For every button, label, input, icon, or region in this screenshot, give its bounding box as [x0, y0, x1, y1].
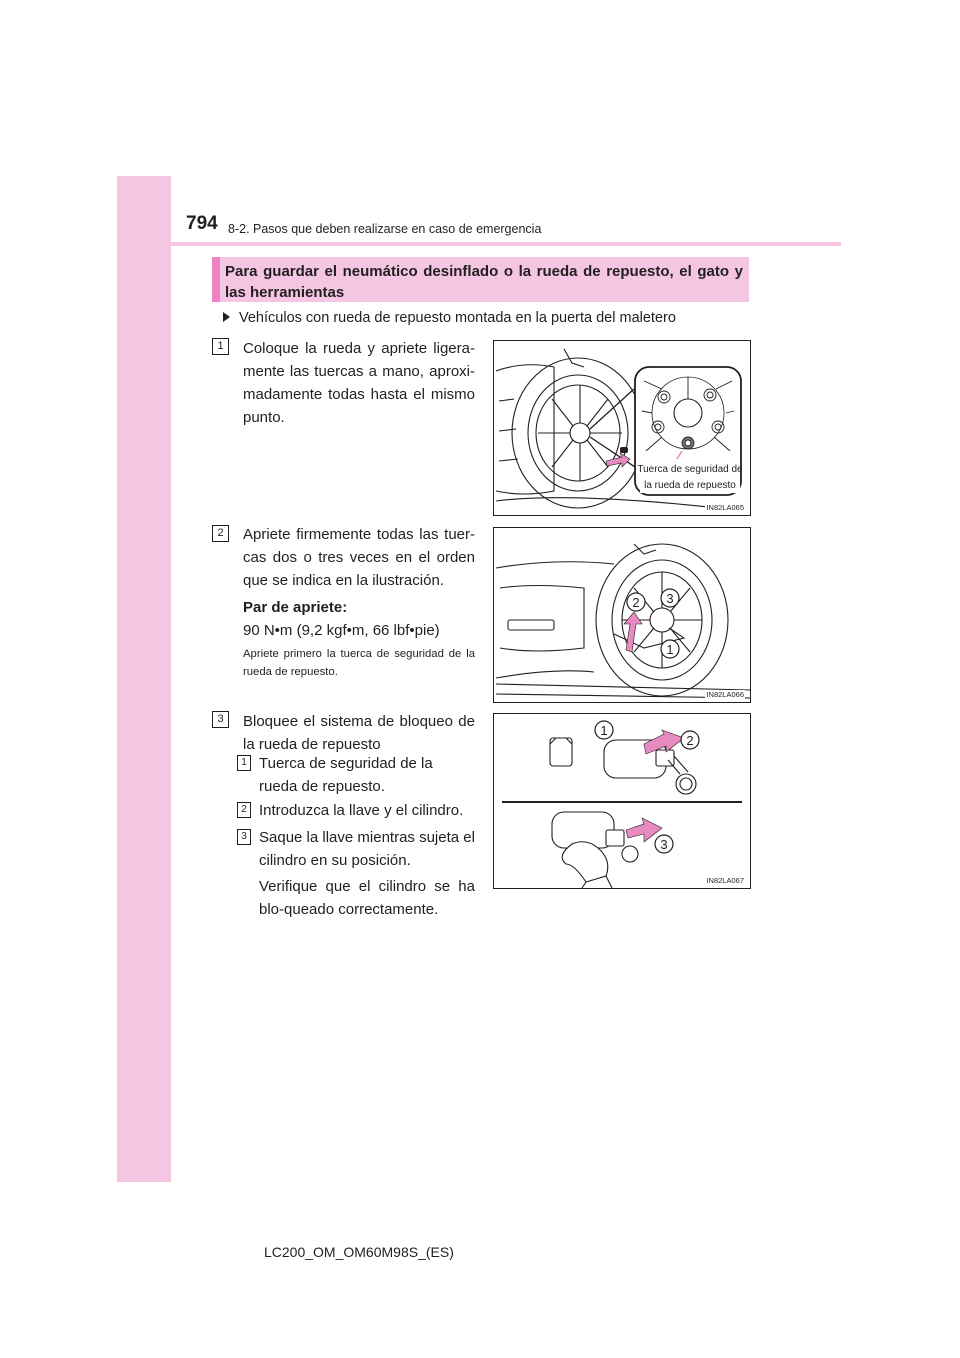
step-badge-2: 2 — [212, 525, 229, 542]
lock-label-1: 1 — [600, 723, 608, 738]
substep-badge-3: 3 — [237, 829, 251, 845]
substep-badge-2: 2 — [237, 802, 251, 818]
torque-value: 90 N•m (9,2 kgf•m, 66 lbf•pie) — [243, 622, 440, 639]
page-number: 794 — [186, 213, 218, 234]
tighten-order-drawing — [494, 528, 750, 702]
step-3-text: Bloquee el sistema de bloqueo de la rueda de repuesto — [243, 713, 475, 753]
substep-1-text: Tuerca de seguridad de la rueda de repuesto. — [259, 755, 433, 795]
torque-label: Par de apriete: — [243, 599, 348, 616]
section-title: Para guardar el neumático desinflado o la rueda de repuesto, el gato y las herramientas — [225, 263, 743, 301]
condition-line — [223, 310, 676, 326]
illustration-code: IN82LA066 — [706, 690, 744, 699]
step-1-text: Coloque la rueda y apriete ligera-mente las tuercas a mano, aproxi-madamente todas hasta el mismo punto. — [243, 340, 475, 426]
substep-2-text: Introduzca la llave y el cilindro. — [259, 802, 464, 819]
callout-line-2: la rueda de repuesto — [644, 480, 736, 491]
side-tab-band — [117, 176, 171, 1182]
condition-text: Vehículos con rueda de repuesto montada en la puerta del maletero — [239, 310, 676, 326]
illustration-wheel-mounting — [493, 340, 751, 516]
illustration-code: IN82LA065 — [706, 503, 744, 512]
callout-line-1: Tuerca de seguridad de — [637, 464, 743, 475]
step-3-note: Verifique que el cilindro se ha blo-queado correctamente. — [259, 878, 475, 918]
step-badge-1: 1 — [212, 338, 229, 355]
lock-system-drawing — [494, 714, 750, 888]
lock-label-3: 3 — [660, 837, 668, 852]
wheel-mount-drawing — [494, 341, 750, 515]
step-badge-3: 3 — [212, 711, 229, 728]
lock-label-2: 2 — [686, 733, 694, 748]
substep-3-text: Saque la llave mientras sujeta el cilindro en su posición. — [259, 829, 475, 869]
illustration-tighten-order — [493, 527, 751, 703]
substep-badge-1: 1 — [237, 755, 251, 771]
order-label-1: 1 — [666, 642, 674, 657]
illustration-lock-system — [493, 713, 751, 889]
chapter-title: 8-2. Pasos que deben realizarse en caso de emergencia — [228, 222, 542, 236]
section-heading-box — [212, 257, 749, 302]
header-rule — [117, 242, 841, 246]
order-label-2: 2 — [632, 595, 640, 610]
section-accent-bar — [212, 257, 220, 302]
triangle-bullet-icon — [223, 312, 230, 322]
illustration-code: IN82LA067 — [706, 876, 744, 885]
step-2-note: Apriete primero la tuerca de seguridad de la rueda de repuesto. — [243, 648, 475, 678]
step-2-text: Apriete firmemente todas las tuer-cas dos o tres veces en el orden que se indica en la ilustración. — [243, 526, 475, 589]
order-label-3: 3 — [666, 591, 674, 606]
footer-document-code: LC200_OM_OM60M98S_(ES) — [264, 1244, 454, 1260]
